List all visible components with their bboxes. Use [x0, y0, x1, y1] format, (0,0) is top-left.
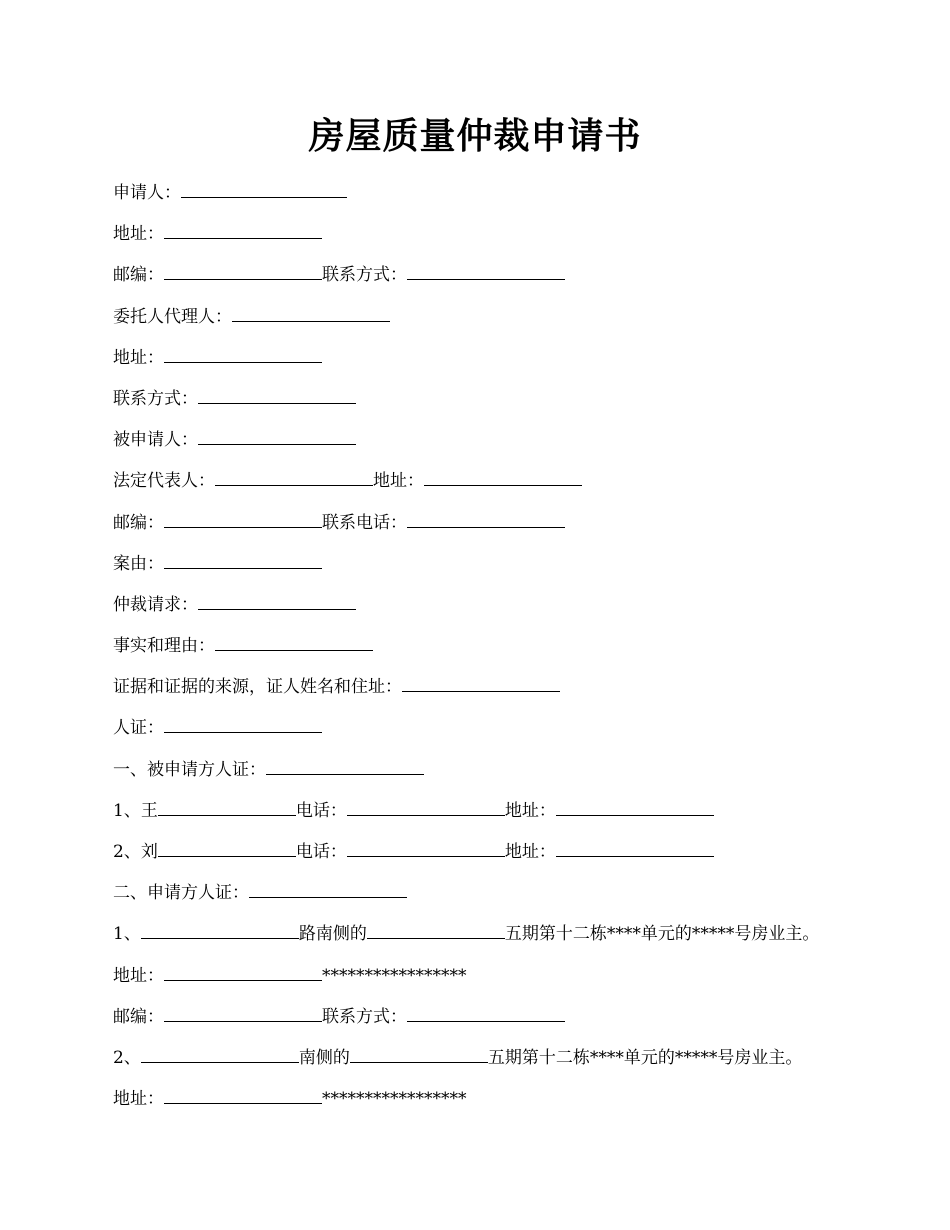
address-label: 地址： — [504, 800, 556, 821]
tel-label: 电话： — [295, 842, 347, 862]
address-blank — [556, 800, 714, 816]
witness-row-1 — [113, 792, 873, 833]
address-label: 地址： — [373, 471, 424, 492]
owner-row-2 — [113, 1039, 873, 1080]
facts-blank — [215, 635, 373, 651]
postcode-label: 邮编： — [113, 512, 164, 533]
applicant-postcode-line — [113, 256, 873, 297]
witness-name-blank — [158, 841, 296, 857]
tel-label: 电话： — [295, 800, 347, 821]
address-blank — [424, 470, 582, 486]
request-line — [113, 586, 873, 627]
applicant-line — [113, 174, 873, 215]
applicant-address-line — [113, 215, 873, 256]
witness-label: 人证： — [113, 718, 164, 739]
address-label: 地址： — [113, 1089, 164, 1110]
owner-estate-blank — [350, 1047, 488, 1063]
witness-blank — [164, 717, 322, 733]
applicant-witness-label: 二、申请方人证： — [113, 883, 249, 904]
legal-rep-label: 法定代表人： — [113, 471, 215, 492]
owner-2-address-line — [113, 1080, 873, 1121]
postcode-label: 邮编： — [113, 1006, 164, 1027]
evidence-blank — [402, 676, 560, 692]
masked-address: ***************** — [322, 965, 467, 986]
address-blank — [164, 347, 322, 363]
owner-mid: 南侧的 — [298, 1047, 350, 1068]
owner-suffix: 五期第十二栋****单元的*****号房业主。 — [487, 1047, 803, 1068]
applicant-witness-blank — [249, 882, 407, 898]
request-blank — [198, 594, 356, 610]
postcode-blank — [164, 512, 322, 528]
owner-row-1 — [113, 915, 873, 956]
applicant-blank — [181, 182, 347, 198]
cause-line — [113, 545, 873, 586]
owner-mid: 路南侧的 — [298, 924, 367, 945]
tel-blank — [347, 800, 505, 816]
owner-suffix: 五期第十二栋****单元的*****号房业主。 — [504, 924, 820, 945]
respondent-witness-line — [113, 751, 873, 792]
document-title: 房屋质量仲裁申请书 — [308, 115, 642, 157]
agent-address-line — [113, 339, 873, 380]
respondent-label: 被申请人： — [113, 430, 198, 451]
address-blank — [164, 965, 322, 981]
evidence-line — [113, 668, 873, 709]
agent-blank — [232, 306, 390, 322]
contact-blank — [198, 388, 356, 404]
postcode-blank — [164, 264, 322, 280]
respondent-blank — [198, 429, 356, 445]
facts-line — [113, 627, 873, 668]
owner-prefix: 2、 — [113, 1047, 141, 1068]
address-blank — [164, 223, 322, 239]
owner-road-blank — [141, 923, 299, 939]
witness-line — [113, 709, 873, 750]
owner-estate-blank — [367, 923, 505, 939]
address-label: 地址： — [113, 224, 164, 245]
witness-name-prefix: 1、王 — [113, 800, 158, 821]
contact-blank — [407, 1006, 565, 1022]
address-label: 地址： — [113, 347, 164, 368]
phone-label: 联系电话： — [322, 512, 407, 533]
cause-label: 案由： — [113, 553, 164, 574]
owner-prefix: 1、 — [113, 924, 141, 945]
witness-name-prefix: 2、刘 — [113, 842, 158, 862]
address-label: 地址： — [113, 965, 164, 986]
agent-label: 委托人代理人： — [113, 306, 232, 327]
applicant-label: 申请人： — [113, 183, 181, 203]
legal-rep-blank — [215, 470, 373, 486]
postcode-blank — [164, 1006, 322, 1022]
form-body — [113, 174, 873, 1121]
address-blank — [556, 841, 714, 857]
evidence-label: 证据和证据的来源，证人姓名和住址： — [113, 677, 402, 698]
agent-line — [113, 298, 873, 339]
cause-blank — [164, 553, 322, 569]
facts-label: 事实和理由： — [113, 636, 215, 657]
address-label: 地址： — [504, 842, 556, 862]
tel-blank — [347, 841, 505, 857]
masked-address: ***************** — [322, 1089, 467, 1110]
applicant-witness-line — [113, 874, 873, 915]
request-label: 仲裁请求： — [113, 594, 198, 615]
contact-label: 联系方式： — [113, 388, 198, 409]
respondent-line — [113, 421, 873, 462]
owner-1-address-line — [113, 957, 873, 998]
postcode-label: 邮编： — [113, 265, 164, 286]
phone-blank — [407, 512, 565, 528]
contact-label: 联系方式： — [322, 265, 407, 286]
owner-1-postcode-line — [113, 998, 873, 1039]
legal-rep-line — [113, 462, 873, 503]
address-blank — [164, 1088, 322, 1104]
witness-row-2 — [113, 833, 873, 874]
agent-contact-line — [113, 380, 873, 421]
witness-name-blank — [158, 800, 296, 816]
respondent-witness-label: 一、被申请方人证： — [113, 759, 266, 780]
respondent-witness-blank — [266, 759, 424, 775]
contact-blank — [407, 264, 565, 280]
respondent-postcode-line — [113, 504, 873, 545]
contact-label: 联系方式： — [322, 1006, 407, 1027]
owner-road-blank — [141, 1047, 299, 1063]
